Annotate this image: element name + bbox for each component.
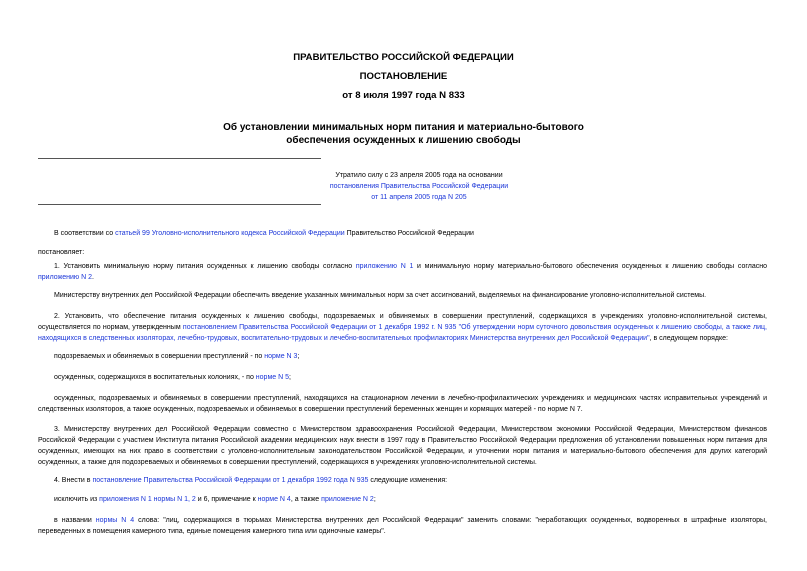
divider-bottom — [38, 204, 321, 205]
text: и минимальную норму материально-бытового обеспечения осужденных к лишению свободы согласно — [413, 263, 767, 270]
paragraph-resolves: постановляет: — [38, 249, 85, 256]
appendix-1-decree-935-link[interactable]: приложения N 1 — [99, 496, 152, 503]
divider-top — [38, 158, 321, 159]
document-date: от 8 июля 1997 года N 833 — [342, 90, 465, 101]
text: В соответствии со — [54, 230, 116, 237]
norms-1-2-link[interactable]: нормы N 1, 2 — [153, 496, 196, 503]
text: слова: "лиц, содержащихся в тюрьмах Министерства внутренних дел Российской Федерации" заменить словами: "неработающих осужденных, водворенных в штрафные изоляторы, переведенных в помещения камерного типа, единые помещения камерного типа или одиночные камеры". — [38, 517, 767, 535]
status-note — [304, 170, 534, 203]
decree-935-link[interactable]: постановлением Правительства Российской Федерации от 1 декабря 1992 г. N 935 "Об утверждении норм суточного довольствия осужденных к лишению свободы, а также лиц, находящихся в следственных изоляторах, лечебно-трудовых, воспитательно-трудовых и лечебно-воспитательных профилакториях Министерства внутренних дел Российской Федерации" — [38, 324, 767, 342]
decree-935-amend-link[interactable]: постановление Правительства Российской Федерации от 1 декабря 1992 года N 935 — [92, 477, 369, 484]
document-title-line1: Об установлении минимальных норм питания и материально-бытового — [223, 122, 584, 133]
paragraph-4 — [38, 475, 767, 486]
text: Правительство Российской Федерации — [344, 230, 474, 237]
text: осужденных, содержащихся в воспитательных колониях, - по — [54, 374, 256, 381]
paragraph-1 — [38, 261, 767, 283]
text: подозреваемых и обвиняемых в совершении преступлений - по — [54, 353, 265, 360]
paragraph-2 — [38, 311, 767, 344]
paragraph-3: 3. Министерству внутренних дел Российской Федерации совместно с Министерством здравоохранения Российской Федерации, Министерством экономики Российской Федерации, Министерством финансов Российской Федерации с участием Института питания Российской академии медицинских наук внести в 1997 году в Правительство Российской Федерации предложения об установлении повышенных норм питания для осужденных, имеющих на них право в соответствии с уголовно-исполнительным законодательством Российской Федерации, и уточнении норм питания и материально-бытового обеспечения для других категорий осужденных, а также для подозреваемых и обвиняемых в совершении преступлений, содержащихся в учреждениях уголовно-исполнительной системы. — [38, 426, 767, 466]
text: 1. Установить минимальную норму питания осужденных к лишению свободы согласно — [54, 263, 356, 270]
appendix-2-link[interactable]: приложению N 2 — [38, 274, 93, 281]
norm-4-title-link[interactable]: нормы N 4 — [95, 517, 135, 524]
text: 2. Установить, что обеспечение питания осужденных к лишению свободы, подозреваемых и обвиняемых в совершении преступлений, содержащихся в учреждениях уголовно-исполнительной системы, осуществляется по нормам, утвержденным — [38, 313, 767, 331]
issuing-authority: ПРАВИТЕЛЬСТВО РОССИЙСКОЙ ФЕДЕРАЦИИ — [293, 52, 514, 63]
norm-3-link[interactable]: норме N 3 — [264, 353, 298, 360]
appendix-1-link[interactable]: приложению N 1 — [355, 263, 414, 270]
text: ; — [289, 374, 291, 381]
repeal-decree-link-line1: постановления Правительства Российской Федерации — [329, 183, 509, 190]
paragraph-norm-5 — [38, 372, 767, 383]
criminal-code-article-99-link[interactable]: статьей 99 Уголовно-исполнительного кодекса Российской Федерации — [115, 230, 345, 237]
text: 4. Внести в — [54, 477, 93, 484]
text: , а также — [290, 496, 322, 503]
appendix-2-decree-935-link[interactable]: приложение N 2 — [321, 496, 374, 503]
text: исключить из — [54, 496, 100, 503]
text: следующие изменения: — [368, 477, 448, 484]
document-type: ПОСТАНОВЛЕНИЕ — [359, 71, 448, 82]
status-note-text: Утратило силу с 23 апреля 2005 года на основании — [335, 172, 503, 179]
text: ; — [373, 496, 376, 503]
paragraph-ministry: Министерству внутренних дел Российской Федерации обеспечить введение указанных минимальных норм за счет ассигнований, выделяемых на финансирование уголовно-исполнительной системы. — [54, 292, 707, 299]
text: ; — [297, 353, 300, 360]
document-title-line2: обеспечения осужденных к лишению свободы — [286, 135, 521, 146]
paragraph-norm-4-title — [38, 515, 767, 537]
repeal-decree-link[interactable] — [304, 181, 534, 203]
norm-4-link[interactable]: норме N 4 — [257, 496, 291, 503]
document-title — [0, 121, 807, 147]
text: , в следующем порядке: — [649, 335, 728, 342]
text: и 6, примечание к — [195, 496, 258, 503]
paragraph-norm-7: осужденных, подозреваемых и обвиняемых в совершении преступлений, находящихся на стационарном лечении в лечебно-профилактических учреждениях и медицинских частях исправительных учреждений и следственных изоляторов, а также осужденных, подозреваемых и обвиняемых в совершении преступлений беременных женщин и кормящих матерей - по норме N 7. — [38, 395, 767, 413]
paragraph-exclusions — [38, 494, 767, 505]
paragraph-preamble — [38, 228, 767, 239]
repeal-decree-link-line2: от 11 апреля 2005 года N 205 — [371, 194, 467, 201]
text: . — [92, 274, 94, 281]
norm-5-link[interactable]: норме N 5 — [255, 374, 289, 381]
text: в названии — [54, 517, 96, 524]
paragraph-norm-3 — [38, 351, 767, 362]
